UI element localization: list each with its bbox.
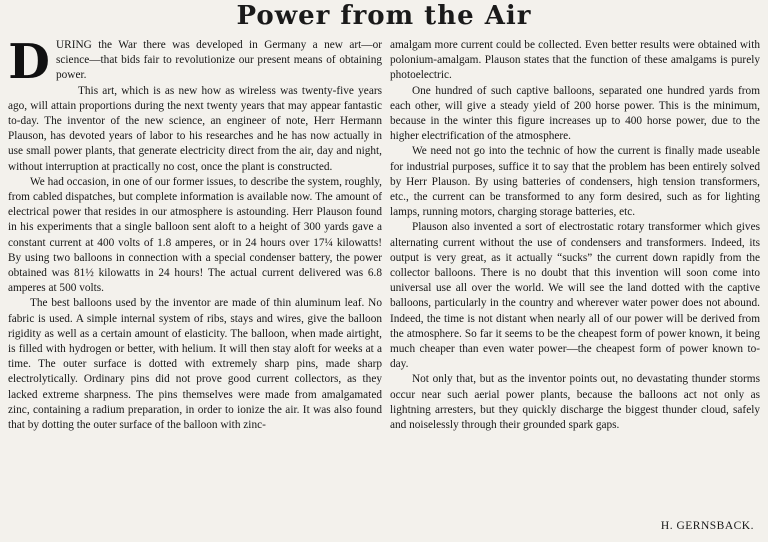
- article-paragraph: [8, 38, 382, 90]
- article-paragraph: The best balloons used by the inventor are made of thin aluminum leaf. No fabric is used. A simple internal system of ribs, stays and wires, give the balloon rigidity as well as a certain amount of elasticity. The balloon, when made airtight, is filled with hydrogen or better, with helium. It will then stay aloft for weeks at a time. The outer surface is dotted with extremely sharp pins, made sharp electrolytically. Ordinary pins did not prove good current collectors, as they lacked extreme sharpness. The pins themselves were made from amalgamated zinc, containing a radium preparation, in order to ionize the air. It was also found that by dotting the outer surface of the balloon with zinc-: [8, 297, 382, 432]
- article-paragraph: Not only that, but as the inventor points out, no devastating thunder storms occur near such aerial power plants, because the balloons act not only as lightning arresters, but they quickly discharge the biggest thunder cloud, safely and noiselessly through their grounded spark gaps.: [390, 373, 760, 432]
- right-column: [390, 38, 760, 538]
- article-paragraph: One hundred of such captive balloons, separated one hundred yards from each other, will give a steady yield of 200 horse power. This is the minimum, because in the winter this figure increases up to 400 horse power, due to the higher electrification of the atmosphere.: [390, 84, 760, 143]
- article-paragraph: We need not go into the technic of how the current is finally made useable for industrial purposes, suffice it to say that the problem has been entirely solved by Herr Plauson. By using batteries of condensers, high tension transformers, etc., the current can be transformed to any form desired, such as for lighting lamps, running motors, charging storage batteries, etc.: [390, 145, 760, 219]
- article-paragraph: This art, which is as new how as wireless was twenty-five years ago, will attain proportions during the next twenty years that may appear fantastic to-day. The inventor of the new science, an engineer of note, Herr Hermann Plauson, has devoted years of labor to his researches and he has now actually in use small power plants, that generate electricity direct from the air, day and night, without interruption at practically no cost, once the plant is constructed.: [8, 84, 382, 173]
- article-paragraph: Plauson also invented a sort of electrostatic rotary transformer which gives alternating current without the use of condensers and transformers. Indeed, its output is very great, as it actually “sucks” the current down rapidly from the collector balloons. There is no doubt that this invention will soon come into universal use all over the world. We will see the land dotted with the captive balloons, particularly in the country and wherever water power does not abound. Indeed, the time is not distant when nearly all of our power will be derived from the atmosphere. So far it seems to be the cheapest form of power known, it being much cheaper than even water power—the cheapest form of power known to-day.: [390, 221, 760, 371]
- drop-cap: D: [8, 38, 50, 90]
- left-column: [8, 38, 382, 538]
- author-signature: H. GERNSBACK.: [660, 520, 754, 532]
- article-title: Power from the Air: [236, 1, 532, 31]
- article-paragraph: amalgam more current could be collected. Even better results were obtained with polonium-amalgam. Plauson states that the function of these amalgams is purely photoelectric.: [390, 39, 760, 82]
- paragraph-text: URING the War there was developed in Germany a new art—or science—that bids fair to revolutionize our present means of obtaining power.: [56, 39, 382, 82]
- article-paragraph: We had occasion, in one of our former issues, to describe the system, roughly, from cabled dispatches, but complete information is available now. The amount of electrical power that resides in our atmosphere is astounding. Herr Plauson found in his experiments that a single balloon sent aloft to a height of 300 yards gave a constant current at 400 volts of 1.8 amperes, or in 24 hours over 17¼ kilowatts! By using two balloons in connection with a special condenser battery, the power obtained was 81½ kilowatts in 24 hours! The actual current delivered was 6.8 amperes at 500 volts.: [8, 175, 382, 295]
